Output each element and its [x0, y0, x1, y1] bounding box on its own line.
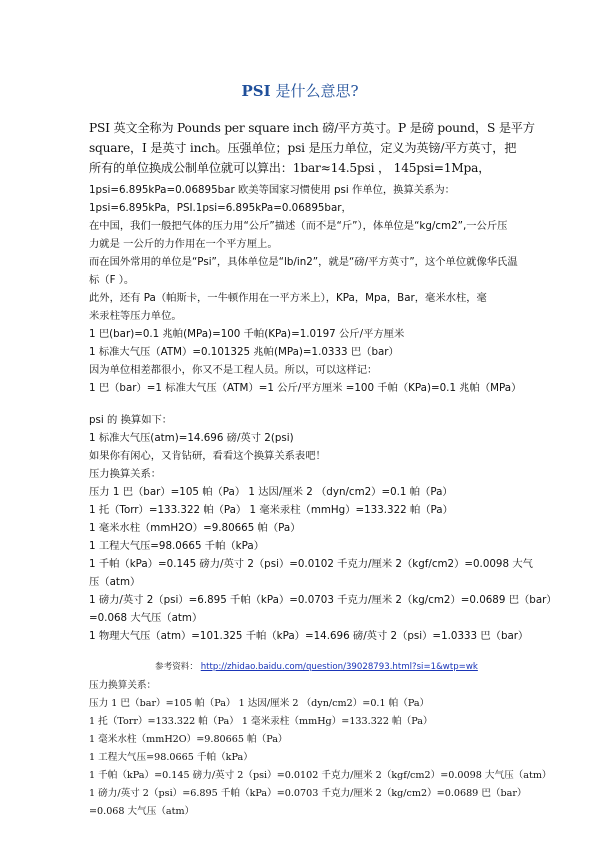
conv-line: 压力换算关系： — [89, 468, 162, 480]
conv-line: psi 的 换算如下： — [89, 414, 173, 426]
reference-label: 参考资料： — [155, 662, 198, 672]
body-line: 此外，还有 Pa（帕斯卡，一牛顿作用在一平方米上），KPa，Mpa，Bar，毫米水柱，毫 — [89, 292, 487, 304]
body-line-part: 1psi=6.895kPa，PSI.1psi=6.895kPa=0.06895bar， — [89, 202, 352, 214]
reference-link[interactable]: http://zhidao.baidu.com/question/39028793.html?si=1&wtp=wk — [200, 662, 478, 672]
conv-line: 压力 1 巴（bar）=105 帕（Pa） 1 达因/厘米 2 （dyn/cm2）=0.1 帕（Pa） — [89, 486, 453, 498]
body-line: 力就是 一公斤的力作用在一个平方厘上。 — [89, 238, 278, 250]
tail-line: 1 千帕（kPa）=0.145 磅力/英寸 2（psi）=0.0102 千克力/厘米 2（kgf/cm2）=0.0098 大气压（atm） — [89, 770, 552, 781]
tail-line: 1 磅力/英寸 2（psi）=6.895 千帕（kPa）=0.0703 千克力/厘米 2（kg/cm2）=0.0689 巴（bar） — [89, 788, 527, 799]
tail-line: =0.068 大气压（atm） — [89, 806, 195, 817]
tail-line: 1 工程大气压=98.0665 千帕（kPa） — [89, 752, 253, 763]
conv-line: 1 工程大气压=98.0665 千帕（kPa） — [89, 540, 264, 552]
reference-line — [155, 660, 478, 672]
body-line: 标（F ）。 — [89, 274, 135, 286]
page-title — [0, 80, 600, 101]
title-bold: PSI — [241, 82, 271, 100]
body-line: 在中国，我们一般把气体的压力用“公斤”描述（而不是“斤”），体单位是“kg/cm2”,一公斤压 — [89, 220, 508, 232]
intro-line: square，I 是英寸 inch。压强单位；psi 是压力单位，定义为英镑/平方英寸，把 — [89, 141, 517, 155]
conv-line: 如果你有闲心，又肯钻研，看看这个换算关系表吧！ — [89, 450, 326, 462]
tail-line: 1 毫米水柱（mmH2O）=9.80665 帕（Pa） — [89, 734, 288, 745]
body-line: 米汞柱等压力单位。 — [89, 310, 182, 322]
body-line: 1 巴（bar）=1 标准大气压（ATM）=1 公斤/平方厘米 =100 千帕（KPa)=0.1 兆帕（MPa） — [89, 382, 522, 394]
tail-line: 1 托（Torr）=133.322 帕（Pa） 1 毫米汞柱（mmHg）=133.322 帕（Pa） — [89, 716, 433, 727]
body-line: 1 巴(bar)=0.1 兆帕(MPa)=100 千帕(KPa)=1.0197 公斤/平方厘米 — [89, 328, 405, 340]
body-line: 1psi=6.895kPa=0.06895bar 欧美等国家习惯使用 psi 作单位，换算关系为： — [89, 184, 455, 196]
conv-line: 1 托（Torr）=133.322 帕（Pa） 1 毫米汞柱（mmHg）=133.322 帕（Pa） — [89, 504, 453, 516]
intro-line: 所有的单位换成公制单位就可以算出：1bar≈14.5psi ， 145psi=1Mpa， — [89, 161, 491, 175]
title-rest: 是什么意思? — [275, 82, 359, 100]
body-line: 因为单位相差都很小，你又不是工程人员。所以，可以这样记： — [89, 364, 378, 376]
conv-line: 1 物理大气压（atm）=101.325 千帕（kPa）=14.696 磅/英寸 2（psi）=1.0333 巴（bar） — [89, 630, 529, 642]
intro-line: PSI 英文全称为 Pounds per square inch 磅/平方英寸。P 是磅 pound，S 是平方 — [89, 121, 535, 135]
conv-line: 1 千帕（kPa）=0.145 磅力/英寸 2（psi）=0.0102 千克力/厘米 2（kgf/cm2）=0.0098 大气 — [89, 558, 533, 570]
conv-line: 压（atm） — [89, 576, 141, 588]
tail-line: 压力 1 巴（bar）=105 帕（Pa） 1 达因/厘米 2 （dyn/cm2）=0.1 帕（Pa） — [89, 698, 430, 709]
tail-line: 压力换算关系： — [89, 680, 157, 691]
conv-line: 1 磅力/英寸 2（psi）=6.895 千帕（kPa）=0.0703 千克力/厘米 2（kg/cm2）=0.0689 巴（bar） — [89, 594, 557, 606]
body-line: 而在国外常用的单位是“Psi”，具体单位是“lb/in2”，就是“磅/平方英寸”，这个单位就像华氏温 — [89, 256, 518, 268]
body-line — [89, 200, 352, 216]
conv-line: =0.068 大气压（atm） — [89, 612, 203, 624]
conv-line: 1 毫米水柱（mmH2O）=9.80665 帕（Pa） — [89, 522, 301, 534]
conv-line: 1 标准大气压(atm)=14.696 磅/英寸 2(psi) — [89, 432, 294, 444]
body-line: 1 标准大气压（ATM）=0.101325 兆帕(MPa)=1.0333 巴（bar） — [89, 346, 399, 358]
